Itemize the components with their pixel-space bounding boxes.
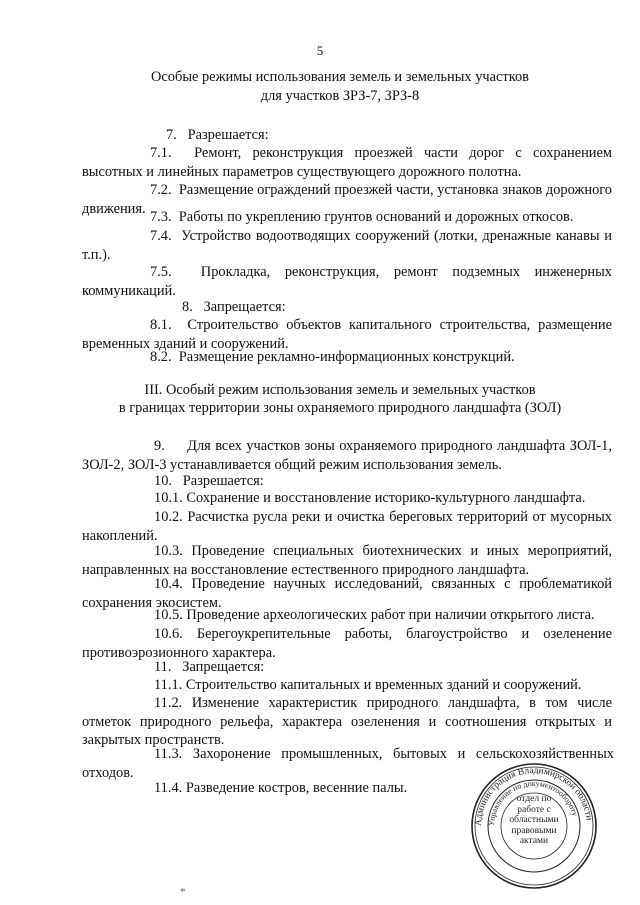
margin-mark: * <box>180 886 186 898</box>
paragraph-text: Разрешается: <box>187 127 269 143</box>
paragraph-9 <box>82 437 612 474</box>
paragraph-number: 7.5. <box>150 264 172 280</box>
paragraph-number: 10.2. <box>154 509 183 525</box>
paragraph-number: 7.3. <box>150 209 172 225</box>
paragraph-text: Запрещается: <box>203 299 286 315</box>
official-stamp <box>470 762 598 890</box>
paragraph-number: 11.2. <box>154 695 183 711</box>
paragraph-text: Сохранение и восстановление историко-культурного ландшафта. <box>186 490 586 506</box>
paragraph-7-5 <box>82 263 612 300</box>
heading-1-line-2: для участков ЗРЗ-7, ЗРЗ-8 <box>260 88 420 104</box>
paragraph-10 <box>82 472 612 491</box>
paragraph-7-3 <box>82 208 612 227</box>
paragraph-text: Захоронение промышленных, бытовых и сельскохозяйственных отходов. <box>82 746 614 781</box>
paragraph-text: Строительство капитальных и временных зданий и сооружений. <box>185 677 582 693</box>
paragraph-10-2 <box>82 508 612 545</box>
paragraph-number: 8.1. <box>150 317 172 333</box>
paragraph-11-4 <box>82 779 462 798</box>
paragraph-text: Устройство водоотводящих сооружений (лотки, дренажные канавы и т.п.). <box>82 228 612 263</box>
paragraph-text: Строительство объектов капитального строительства, размещение временных зданий и сооружений. <box>82 317 612 352</box>
heading-2-line-2: в границах территории зоны охраняемого природного ландшафта (ЗОЛ) <box>118 400 562 416</box>
paragraph-7-4 <box>82 227 612 264</box>
paragraph-number: 11.1. <box>154 677 183 693</box>
heading-2-line-1: III. Особый режим использования земель и земельных участков <box>144 382 536 398</box>
paragraph-11-1 <box>82 676 612 695</box>
paragraph-7 <box>82 126 612 145</box>
paragraph-text: Изменение характеристик природного ландшафта, в том числе отметок природного рельефа, характера озеленения и соотношения открытых и закрытых пространств. <box>82 695 612 748</box>
paragraph-text: Размещение рекламно-информационных конструкций. <box>178 349 515 365</box>
paragraph-text: Ремонт, реконструкция проезжей части дорог с сохранением высотных и линейных параметров существующего дорожного полотна. <box>82 145 612 180</box>
paragraph-text: Проведение специальных биотехнических и иных мероприятий, направленных на восстановление естественного природного ландшафта. <box>82 543 612 578</box>
paragraph-text: Проведение археологических работ при наличии открытого листа. <box>186 607 595 623</box>
paragraph-number: 7.2. <box>150 182 172 198</box>
paragraph-number: 10.1. <box>154 490 183 506</box>
heading-1-line-1: Особые режимы использования земель и земельных участков <box>151 69 529 85</box>
paragraph-11 <box>82 658 612 677</box>
paragraph-8 <box>82 298 612 317</box>
paragraph-8-2 <box>82 348 612 367</box>
paragraph-number: 8.2. <box>150 349 172 365</box>
paragraph-number: 7. <box>166 127 177 143</box>
paragraph-text: Разрешается: <box>182 473 264 489</box>
paragraph-number: 10. <box>154 473 172 489</box>
paragraph-number: 11.4. <box>154 780 183 796</box>
paragraph-10-3 <box>82 542 612 579</box>
paragraph-text: Расчистка русла реки и очистка береговых территорий от мусорных накоплений. <box>82 509 612 544</box>
paragraph-number: 7.4. <box>150 228 172 244</box>
paragraph-number: 9. <box>154 438 165 454</box>
paragraph-11-2 <box>82 694 612 750</box>
paragraph-number: 10.6. <box>154 626 183 642</box>
paragraph-text: Для всех участков зоны охраняемого природного ландшафта ЗОЛ-1, ЗОЛ-2, ЗОЛ-3 устанавливается общий режим использования земель. <box>82 438 612 473</box>
paragraph-7-1 <box>82 144 612 181</box>
paragraph-number: 10.5. <box>154 607 183 623</box>
paragraph-text: Размещение ограждений проезжей части, установка знаков дорожного движения. <box>82 182 613 217</box>
paragraph-10-6 <box>82 625 612 662</box>
paragraph-text: Запрещается: <box>182 659 265 675</box>
paragraph-10-1 <box>82 489 612 508</box>
paragraph-text: Разведение костров, весенние палы. <box>185 780 408 796</box>
paragraph-text: Проведение научных исследований, связанных с проблематикой сохранения экосистем. <box>82 576 612 611</box>
paragraph-text: Работы по укреплению грунтов оснований и дорожных откосов. <box>178 209 574 225</box>
stamp-inner-ring-text: Управление по документообороту <box>486 778 580 827</box>
paragraph-number: 10.4. <box>154 576 183 592</box>
page-number: 5 <box>316 43 324 58</box>
stamp-outer-ring-text: Администрация Владимирской области <box>473 765 594 827</box>
paragraph-number: 10.3. <box>154 543 183 559</box>
paragraph-number: 11.3. <box>154 746 183 762</box>
paragraph-number: 8. <box>182 299 193 315</box>
paragraph-text: Прокладка, реконструкция, ремонт подземных инженерных коммуникаций. <box>82 264 612 299</box>
paragraph-text: Берегоукрепительные работы, благоустройство и озеленение противоэрозионного характера. <box>82 626 612 661</box>
stamp-center-text: отдел по работе с областными правовыми актами <box>509 794 559 846</box>
paragraph-number: 7.1. <box>150 145 172 161</box>
paragraph-10-5 <box>82 606 612 625</box>
paragraph-number: 11. <box>154 659 172 675</box>
